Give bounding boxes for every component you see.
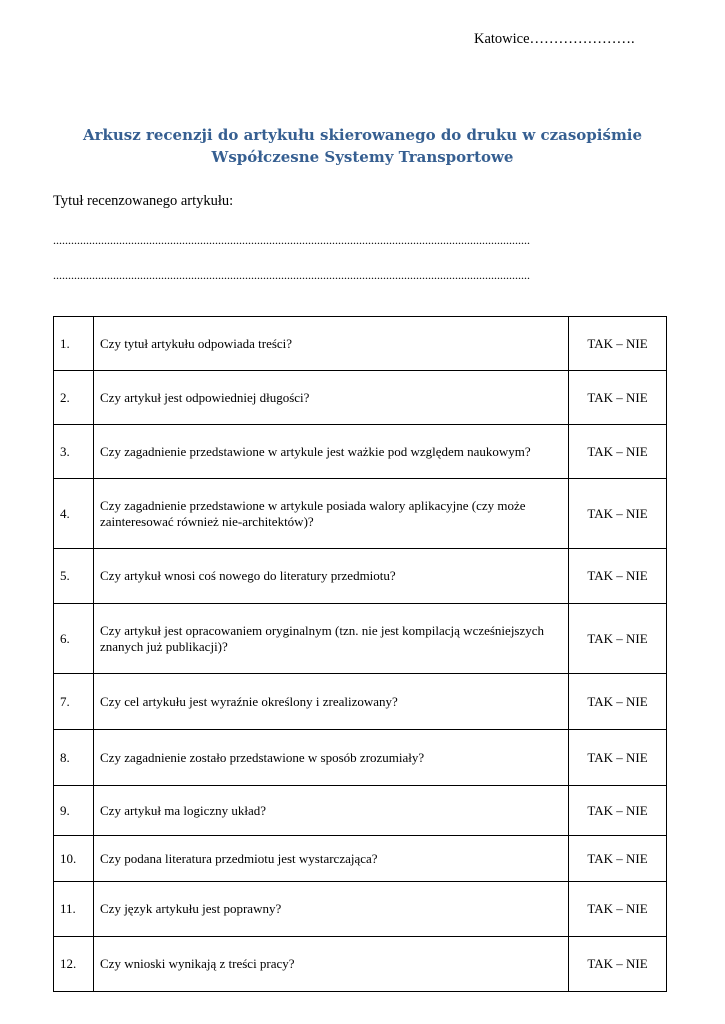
table-row <box>54 882 667 937</box>
answer-cell[interactable]: TAK – NIE <box>569 604 667 674</box>
table-row <box>54 479 667 549</box>
questions-table <box>53 316 667 992</box>
table-row <box>54 604 667 674</box>
table-row <box>54 371 667 425</box>
answer-cell[interactable]: TAK – NIE <box>569 882 667 937</box>
table-row <box>54 549 667 604</box>
question-number: 9. <box>54 786 94 836</box>
place-date: Katowice…………………. <box>474 31 635 47</box>
answer-cell[interactable]: TAK – NIE <box>569 371 667 425</box>
table-row <box>54 730 667 786</box>
article-title-label: Tytuł recenzowanego artykułu: <box>53 193 234 209</box>
question-number: 6. <box>54 604 94 674</box>
table-row <box>54 836 667 882</box>
table-row <box>54 425 667 479</box>
table-row <box>54 674 667 730</box>
question-text: Czy artykuł wnosi coś nowego do literatury przedmiotu? <box>94 549 569 604</box>
answer-cell[interactable]: TAK – NIE <box>569 549 667 604</box>
answer-cell[interactable]: TAK – NIE <box>569 730 667 786</box>
question-text: Czy zagadnienie przedstawione w artykule jest ważkie pod względem naukowym? <box>94 425 569 479</box>
answer-cell[interactable]: TAK – NIE <box>569 674 667 730</box>
title-line-1: Arkusz recenzji do artykułu skierowanego do druku w czasopiśmie <box>82 126 643 144</box>
question-text: Czy artykuł ma logiczny układ? <box>94 786 569 836</box>
answer-cell[interactable]: TAK – NIE <box>569 786 667 836</box>
question-number: 7. <box>54 674 94 730</box>
question-text: Czy wnioski wynikają z treści pracy? <box>94 937 569 992</box>
answer-cell[interactable]: TAK – NIE <box>569 317 667 371</box>
question-text: Czy cel artykułu jest wyraźnie określony i zrealizowany? <box>94 674 569 730</box>
question-text: Czy tytuł artykułu odpowiada treści? <box>94 317 569 371</box>
dotted-line-2[interactable]: ............................................................................................................................................................... <box>53 268 530 282</box>
question-text: Czy artykuł jest opracowaniem oryginalnym (tzn. nie jest kompilacją wcześniejszych znanych już publikacji)? <box>94 604 569 674</box>
title-line-2: Współczesne Systemy Transportowe <box>211 148 514 166</box>
answer-cell[interactable]: TAK – NIE <box>569 937 667 992</box>
document-title <box>0 124 725 168</box>
question-number: 8. <box>54 730 94 786</box>
question-text: Czy zagadnienie zostało przedstawione w sposób zrozumiały? <box>94 730 569 786</box>
answer-cell[interactable]: TAK – NIE <box>569 425 667 479</box>
answer-cell[interactable]: TAK – NIE <box>569 479 667 549</box>
table-row <box>54 786 667 836</box>
table-row <box>54 937 667 992</box>
question-number: 11. <box>54 882 94 937</box>
question-number: 12. <box>54 937 94 992</box>
question-number: 10. <box>54 836 94 882</box>
question-text: Czy zagadnienie przedstawione w artykule posiada walory aplikacyjne (czy może zainteresować również nie-architektów)? <box>94 479 569 549</box>
question-number: 2. <box>54 371 94 425</box>
question-number: 4. <box>54 479 94 549</box>
table-row <box>54 317 667 371</box>
answer-cell[interactable]: TAK – NIE <box>569 836 667 882</box>
question-number: 1. <box>54 317 94 371</box>
question-number: 3. <box>54 425 94 479</box>
question-text: Czy podana literatura przedmiotu jest wystarczająca? <box>94 836 569 882</box>
question-number: 5. <box>54 549 94 604</box>
question-text: Czy język artykułu jest poprawny? <box>94 882 569 937</box>
question-text: Czy artykuł jest odpowiedniej długości? <box>94 371 569 425</box>
dotted-line-1[interactable]: ............................................................................................................................................................... <box>53 233 530 247</box>
